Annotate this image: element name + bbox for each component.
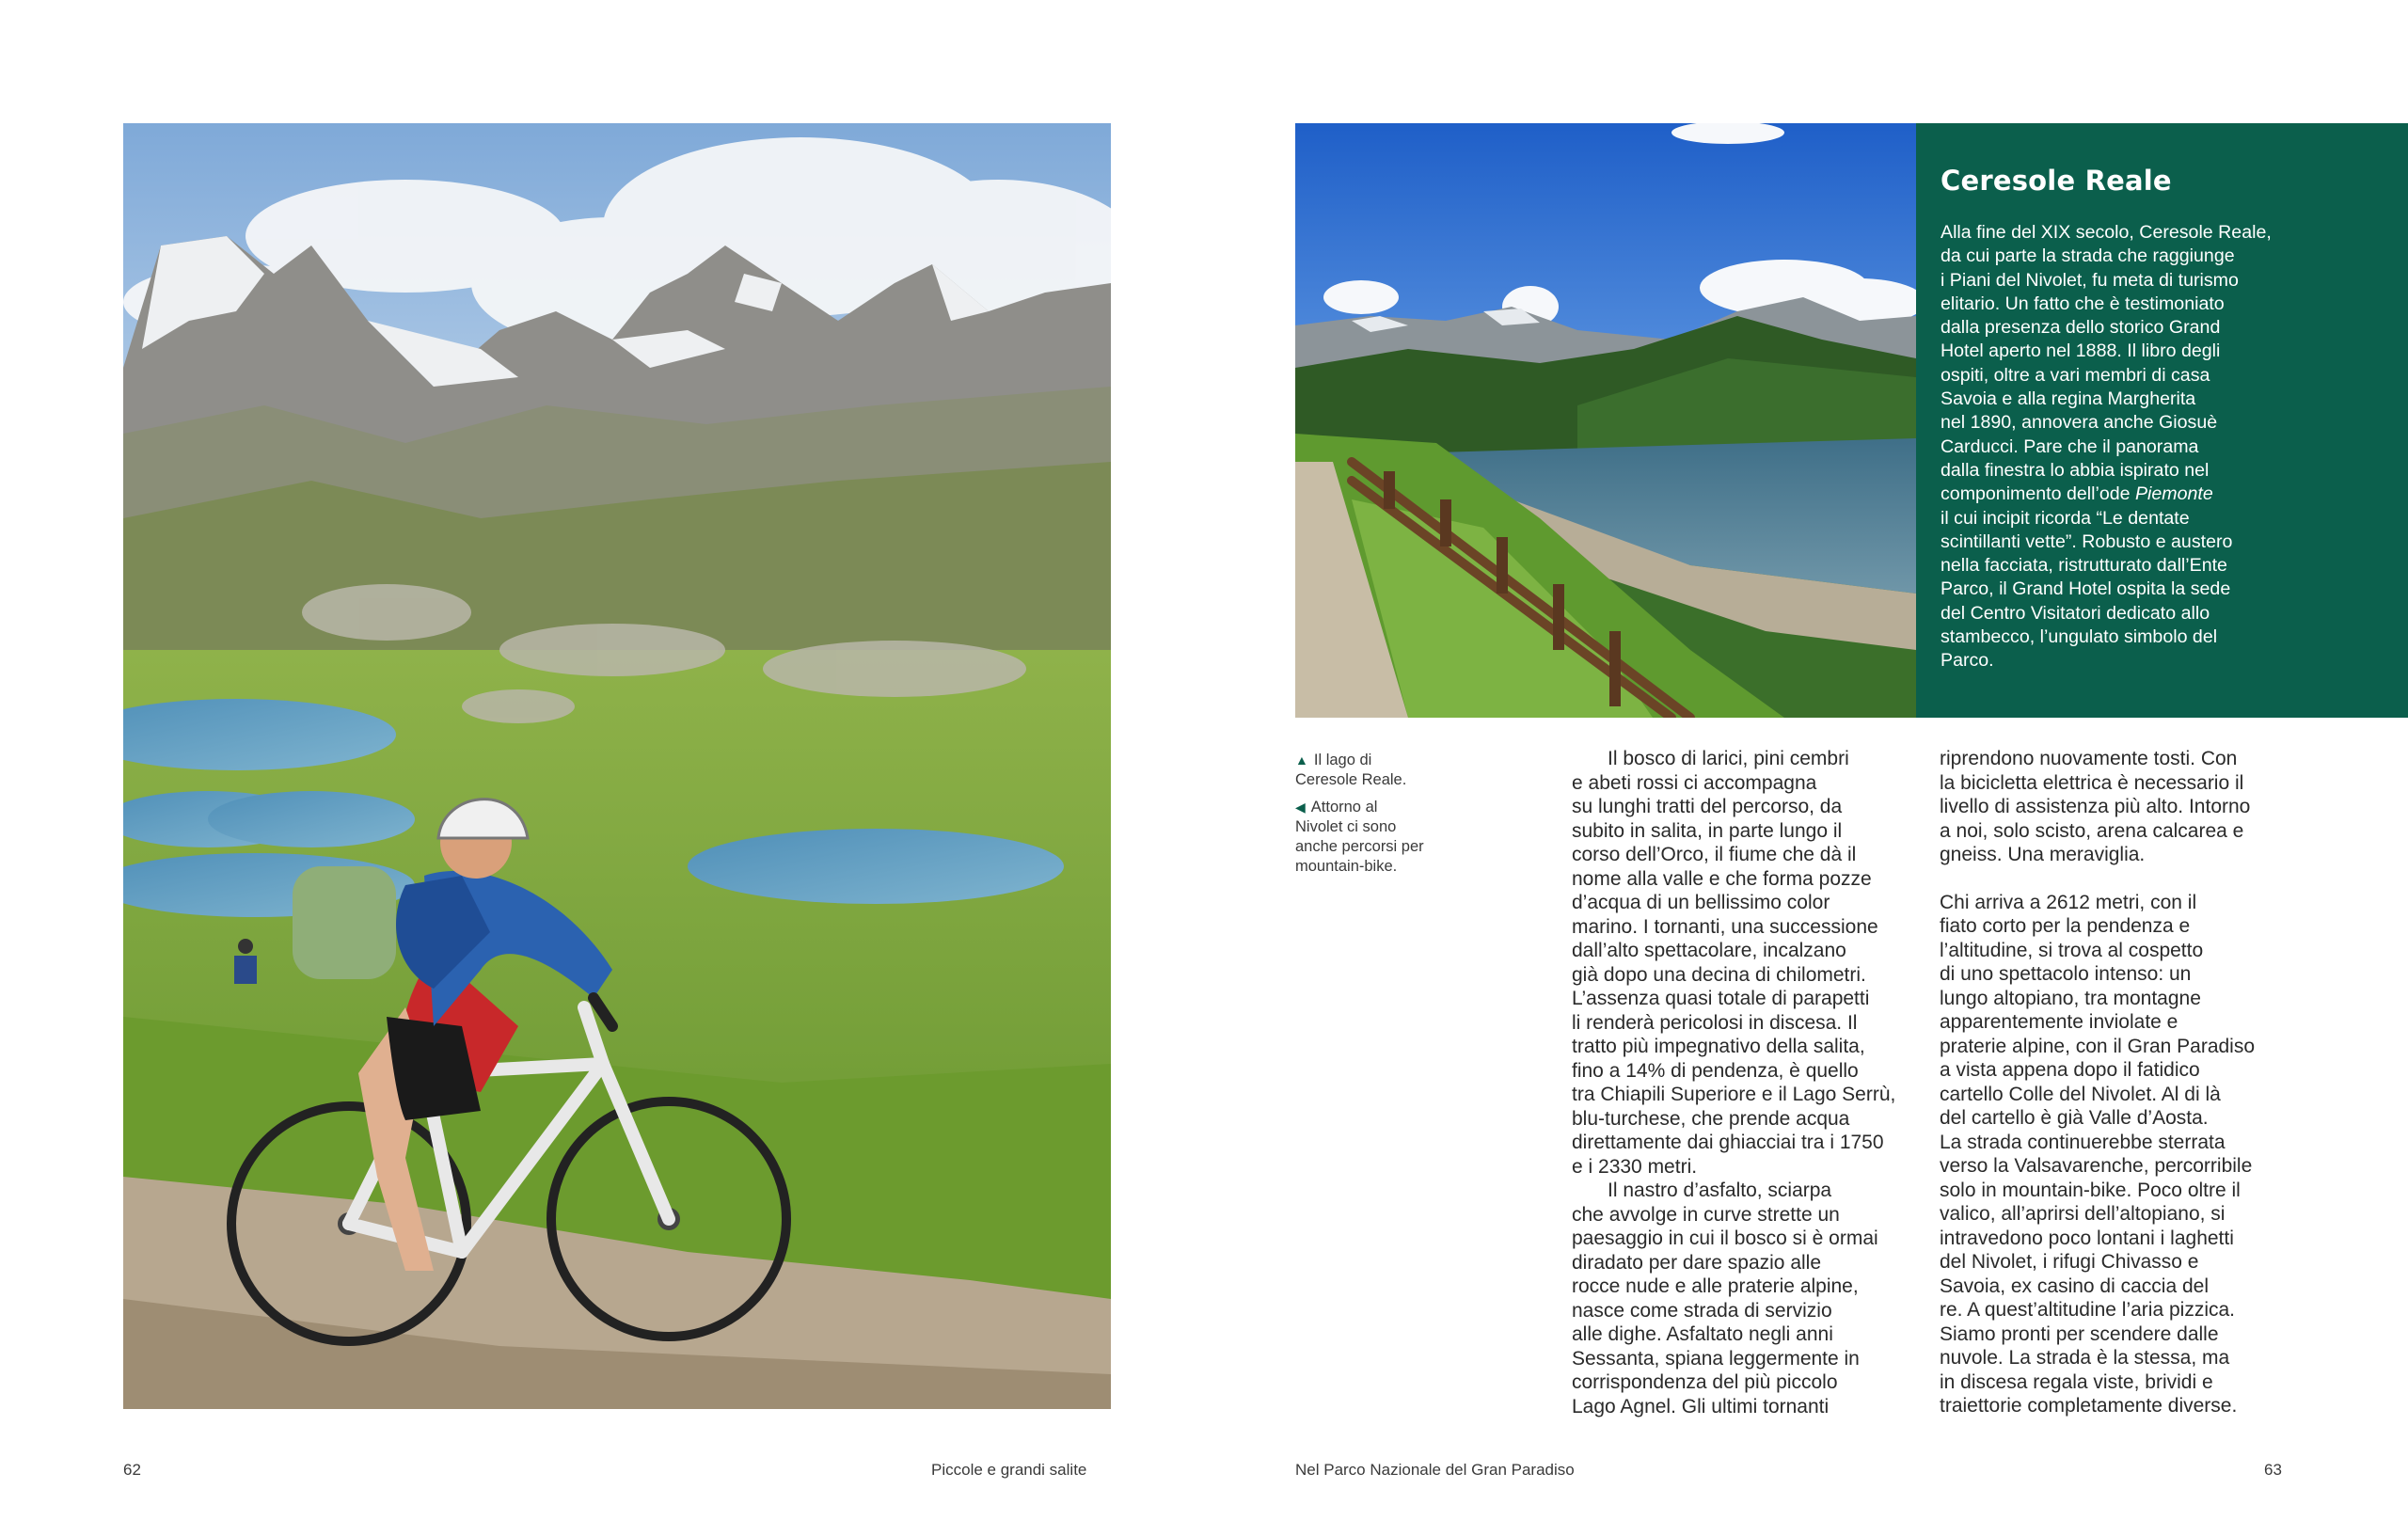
paragraph: Il nastro d’asfalto, sciarpa che avvolge in curve strette un paesaggio in cui il bosco si è ormai diradato per dare spazio alle rocce nude e alle praterie alpine, nasce come strada di servizio alle dighe. Asfaltato negli anni Sessanta, spiana leggermente in corrispondenza del più piccolo Lago Agnel. Gli ultimi tornanti (1572, 1180, 1878, 1417)
photo-ceresole-reale-lake (1295, 123, 1916, 718)
body-column-1 (1572, 747, 1948, 1418)
mountain-biker-illustration (123, 123, 1111, 1409)
sidebar-text-1: Alla fine del XIX secolo, Ceresole Reale, da cui parte la strada che raggiunge i Piani del Nivolet, fu meta di turismo elitario. Un fatto che è testimoniato dalla presenza dello storico Grand Hotel aperto nel 1888. Il libro degli ospiti, oltre a vari membri di casa Savoia e alla regina Margherita nel 1890, annovera anche Giosuè Carducci. Pare che il panorama dalla finestra lo abbia ispirato nel componimento dell’ode (1941, 222, 2272, 505)
sidebar-italic-title: Piemonte (2134, 483, 2213, 505)
triangle-up-icon: ▲ (1295, 752, 1308, 768)
caption-mountain-bike-text: Attorno al Nivolet ci sono anche percorsi per mountain-bike. (1295, 799, 1424, 875)
paragraph: Il bosco di larici, pini cembri e abeti rossi ci accompagna su lunghi tratti del percorso, da subito in salita, in parte lungo il corso dell’Orco, il fiume che dà il nome alla valle e che forma pozze d’acqua di un bellissimo color marino. I tornanti, una successione dall’alto spettacolare, incalzano già dopo una decina di chilometri. L’assenza quasi totale di parapetti li renderà pericolosi in discesa. Il tratto più impegnativo della salita, fino a 14% di pendenza, è quello tra Chiapili Superiore e il Lago Serrù, blu-turchese, che prende acqua direttamente dai ghiacciai tra i 1750 e i 2330 metri. (1572, 748, 1896, 1178)
paragraph: riprendono nuovamente tosti. Con la bicicletta elettrica è necessario il livello di assistenza più alto. Intorno a noi, solo scisto, arena calcarea e gneiss. Una meraviglia. (1940, 748, 2251, 865)
right-running-title: Nel Parco Nazionale del Gran Paradiso (1295, 1461, 1575, 1479)
paragraph: Chi arriva a 2612 metri, con il fiato corto per la pendenza e l’altitudine, si trova al cospetto di uno spettacolo intenso: un lungo altopiano, tra montagne apparentemente inviolate e praterie alpine, con il Gran Paradiso a vista appena dopo il fatidico cartello Colle del Nivolet. Al di là del cartello è già Valle d’Aosta. La strada continuerebbe sterrata verso la Valsavarenche, percorribile solo in mountain-bike. Poco oltre il valico, all’aprirsi dell’altopiano, si intravedono poco lontani i laghetti del Nivolet, i rifugi Chivasso e Savoia, ex casino di caccia del re. A quest’altitudine l’aria pizzica. Siamo pronti per scendere dalle nuvole. La strada è la stessa, ma in discesa regala viste, brividi e traiettorie completamente diverse. (1940, 891, 2256, 1417)
left-running-title: Piccole e grandi salite (931, 1461, 1087, 1479)
sidebar-body (1941, 221, 2317, 673)
body-column-2 (1940, 747, 2316, 1418)
sidebar-title: Ceresole Reale (1941, 165, 2172, 197)
caption-lake-text: Il lago di Ceresole Reale. (1295, 752, 1407, 788)
paragraph-spacer (1940, 867, 2316, 891)
ceresole-reale-sidebar (1916, 123, 2408, 718)
left-page-number: 62 (123, 1461, 141, 1479)
photo-mountain-biker (123, 123, 1111, 1409)
caption-mountain-bike (1295, 798, 1474, 877)
triangle-left-icon: ◀ (1295, 800, 1306, 815)
right-page-number: 63 (2264, 1461, 2282, 1479)
lake-illustration (1295, 123, 1916, 718)
sidebar-text-2: il cui incipit ricorda “Le dentate scintillanti vette”. Robusto e austero nella facciata, ristrutturato dall’Ente Parco, il Grand Hotel ospita la sede del Centro Visitatori dedicato allo stambecco, l’ungulato simbolo del Parco. (1941, 507, 2233, 672)
caption-lake (1295, 751, 1474, 790)
